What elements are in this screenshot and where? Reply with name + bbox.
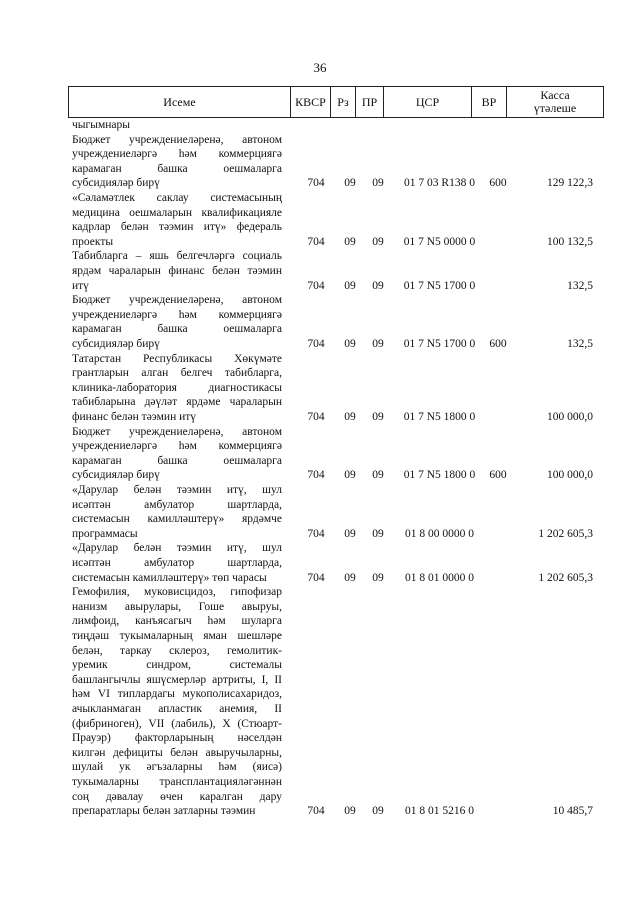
row-name-line: учреждениеләргә һәм коммерциягә	[72, 308, 282, 321]
row-name-line: клиника-лаборатория диагностикасы	[72, 381, 282, 394]
row-name-line: исәптән амбулатор шартларда,	[72, 556, 282, 569]
row-name	[72, 191, 282, 249]
row-name	[72, 293, 282, 351]
row-name-line: учреждениеләргә һәм коммерциягә	[72, 148, 282, 161]
rz-code: 09	[344, 337, 356, 350]
row-name-line: «Дарулар белән тәэмин итү, шул	[72, 484, 282, 496]
kassa-amount: 10 485,7	[552, 805, 593, 818]
pr-code: 09	[372, 279, 384, 292]
row-name-line: Табибларга – яшь белгечләргә социаль	[72, 250, 282, 263]
row-name-line: системасын камилләштерү» төп чарасы	[72, 571, 267, 584]
kvsr-code: 704	[307, 337, 325, 350]
pr-code: 09	[372, 410, 384, 423]
rz-code: 09	[344, 177, 356, 190]
rz-code: 09	[344, 410, 356, 423]
row-name-line: соң дәвалау өчен каралган дару	[72, 790, 282, 803]
kvsr-code: 704	[307, 571, 325, 584]
table-row	[72, 133, 602, 191]
row-name-line: исәптән амбулатор шартларда,	[72, 498, 282, 511]
vr-code: 600	[489, 469, 507, 482]
row-name-line: программасы	[72, 527, 138, 540]
csr-code: 01 7 N5 1800 0	[403, 410, 476, 423]
rz-code: 09	[344, 469, 356, 482]
kassa-amount: 100 000,0	[547, 410, 593, 423]
row-name-line: «Дарулар белән тәэмин итү, шул	[72, 542, 282, 555]
pr-code: 09	[372, 527, 384, 540]
row-name-line: (фибриноген), VII (лабиль), X (Стюарт-	[72, 717, 282, 730]
kassa-amount: 1 202 605,3	[538, 527, 593, 540]
row-name-line: Бюджет учреждениеләренә, автоном	[72, 294, 282, 307]
table-row	[72, 249, 602, 293]
row-name-line: медицина оешмаларын квалификацияле	[72, 206, 282, 219]
kassa-amount: 129 122,3	[547, 177, 593, 190]
kvsr-code: 704	[307, 279, 325, 292]
table-row	[72, 541, 602, 585]
row-name-line: тукымаларны трансплантацияләгәннән	[72, 775, 282, 788]
row-name-line: грантларын алган белгеч табибларга,	[72, 367, 282, 380]
row-name-line: препаратлары белән затларны тәэмин	[72, 805, 256, 818]
csr-code: 01 8 00 0000 0	[405, 527, 474, 540]
header-pr: ПР	[356, 87, 384, 118]
row-name	[72, 585, 282, 819]
table-row	[72, 191, 602, 249]
row-name-line: уремик синдром, системалы	[72, 659, 282, 672]
table-row	[72, 425, 602, 483]
pr-code: 09	[372, 235, 384, 248]
row-name-line: шулай ук әгъзаларны һәм (яисә)	[72, 761, 282, 774]
row-name-line: «Сәламәтлек саклау системасының	[72, 192, 282, 204]
row-name	[72, 541, 282, 585]
vr-code: 600	[489, 177, 507, 190]
table-row	[72, 118, 602, 133]
row-name	[72, 249, 282, 293]
kassa-amount: 100 132,5	[547, 235, 593, 248]
row-name-line: нанизм авырулары, Гоше авыруы,	[72, 600, 282, 613]
row-name-line: килгән дефициты белән авыручыларны,	[72, 746, 282, 759]
row-name-line: чыгымнары	[72, 119, 130, 131]
row-name	[72, 352, 282, 425]
header-csr: ЦСР	[384, 87, 472, 118]
csr-code: 01 7 N5 1700 0	[403, 279, 476, 292]
row-name-line: Бюджет учреждениеләренә, автоном	[72, 425, 282, 438]
kvsr-code: 704	[307, 177, 325, 190]
csr-code: 01 7 N5 0000 0	[403, 235, 476, 248]
kvsr-code: 704	[307, 410, 325, 423]
row-name-line: башлангычлы яшүсмерләр артриты, I, II	[72, 673, 282, 686]
header-iseme: Исеме	[69, 87, 291, 118]
row-name-line: һәм VI типлардагы мукополисахаридоз,	[72, 688, 282, 701]
kvsr-code: 704	[307, 805, 325, 818]
row-name-line: субсидияләр бирү	[72, 177, 160, 190]
row-name	[72, 425, 282, 483]
rz-code: 09	[344, 805, 356, 818]
table-row	[72, 352, 602, 425]
row-name-line: системасын камилләштерү» ярдәмче	[72, 513, 282, 526]
row-name-line: тиңдәш тукымаларның яман шешләре	[72, 629, 282, 642]
row-name-line: кадрлар белән тәэмин итү» федераль	[72, 221, 282, 234]
row-name-line: Прауэр) факторларының нәселдән	[72, 732, 282, 745]
rz-code: 09	[344, 527, 356, 540]
pr-code: 09	[372, 337, 384, 350]
kassa-amount: 100 000,0	[547, 469, 593, 482]
row-name-line: Татарстан Республикасы Хөкүмәте	[72, 352, 282, 365]
row-name-line: итү	[72, 279, 89, 292]
row-name	[72, 133, 282, 191]
table-row	[72, 293, 602, 351]
row-name	[72, 483, 282, 541]
header-kvsr: КВСР	[291, 87, 331, 118]
table-header	[68, 86, 604, 118]
pr-code: 09	[372, 469, 384, 482]
kvsr-code: 704	[307, 527, 325, 540]
row-name-line: карамаган башка оешмаларга	[72, 323, 282, 336]
row-name-line: Бюджет учреждениеләренә, автоном	[72, 133, 282, 146]
csr-code: 01 8 01 5216 0	[405, 805, 474, 818]
rz-code: 09	[344, 279, 356, 292]
csr-code: 01 7 03 R138 0	[404, 177, 475, 190]
row-name-line: финанс белән тәэмин итү	[72, 410, 197, 423]
row-name-line: табибларына дәүләт ярдәме чараларын	[72, 396, 282, 409]
kassa-amount: 132,5	[567, 337, 593, 350]
page-number: 36	[313, 60, 327, 75]
table-row	[72, 483, 602, 541]
vr-code: 600	[489, 337, 507, 350]
row-name-line: лимфоид, канъясагыч һәм шуларга	[72, 615, 282, 628]
header-vr: ВР	[472, 87, 507, 118]
row-name-line: учреждениеләргә һәм коммерциягә	[72, 440, 282, 453]
row-name-line: субсидияләр бирү	[72, 337, 160, 350]
csr-code: 01 8 01 0000 0	[405, 571, 474, 584]
row-name-line: субсидияләр бирү	[72, 469, 160, 482]
table-row	[72, 585, 602, 819]
row-name-line: карамаган башка оешмаларга	[72, 162, 282, 175]
kvsr-code: 704	[307, 235, 325, 248]
csr-code: 01 7 N5 1800 0	[403, 469, 476, 482]
row-name-line: проекты	[72, 235, 114, 248]
header-kassa-line2: үтәлеше	[533, 101, 577, 115]
rz-code: 09	[344, 571, 356, 584]
row-name-line: белән, таркау склероз, гемолитик-	[72, 644, 282, 657]
kassa-amount: 132,5	[567, 279, 593, 292]
header-kassa-line1: Касса	[540, 88, 570, 102]
pr-code: 09	[372, 571, 384, 584]
row-name-line: карамаган башка оешмаларга	[72, 454, 282, 467]
pr-code: 09	[372, 177, 384, 190]
rz-code: 09	[344, 235, 356, 248]
header-kassa	[507, 87, 604, 118]
row-name	[72, 118, 282, 133]
kassa-amount: 1 202 605,3	[538, 571, 593, 584]
pr-code: 09	[372, 805, 384, 818]
row-name-line: ачыкланмаган апластик анемия, II	[72, 702, 282, 715]
kvsr-code: 704	[307, 469, 325, 482]
row-name-line: Гемофилия, муковисцидоз, гипофизар	[72, 586, 282, 599]
csr-code: 01 7 N5 1700 0	[403, 337, 476, 350]
row-name-line: ярдәм чараларын финанс белән тәэмин	[72, 264, 282, 277]
header-rz: Рз	[331, 87, 356, 118]
